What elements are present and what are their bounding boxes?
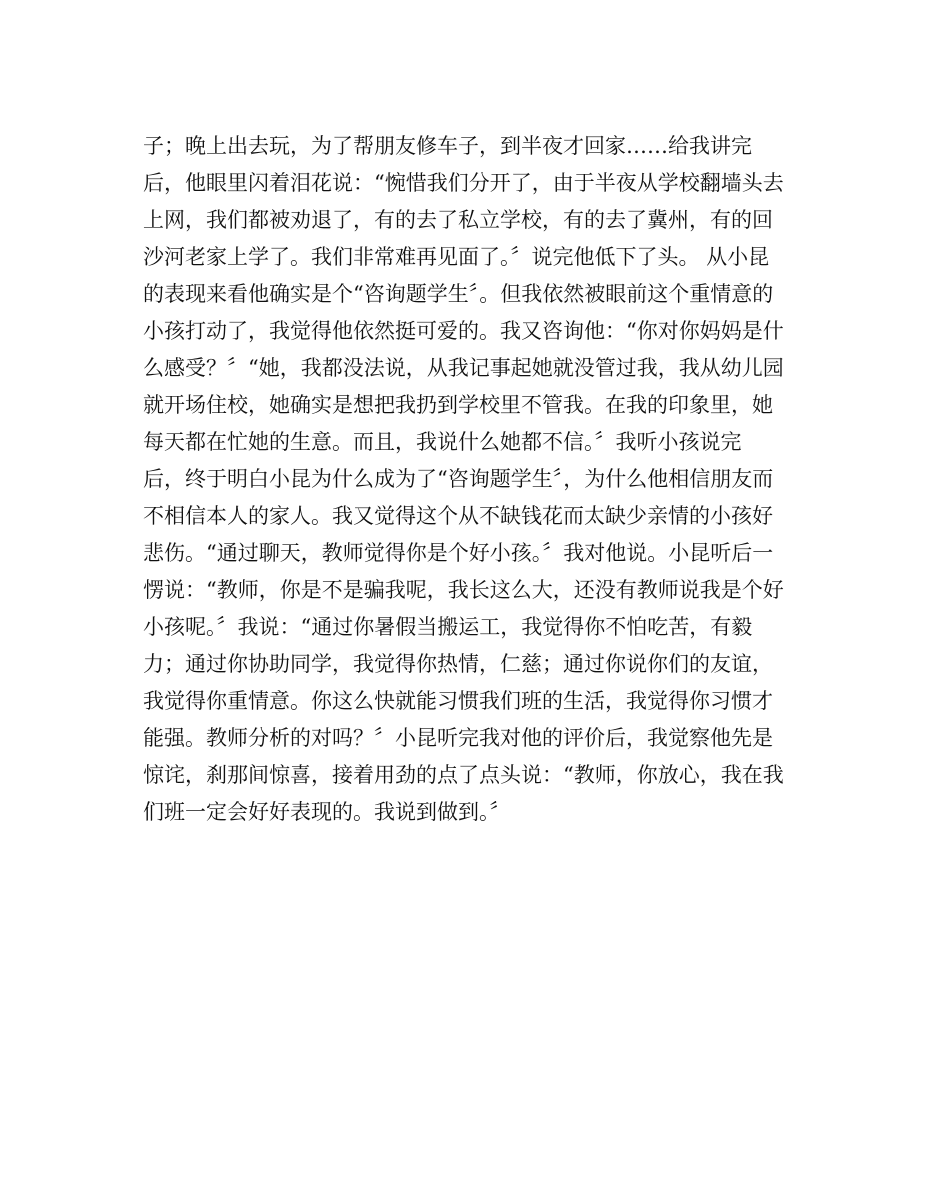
- text-line-1: 子；晚上出去玩，为了帮朋友修车子，到半夜才回家……给我讲完: [143, 134, 752, 158]
- text-line-17: 能强。教师分析的对吗？〞小昆听完我对他的评价后，我觉察他先是: [143, 726, 773, 750]
- body-text: [143, 128, 823, 831]
- text-line-10: 后，终于明白小昆为什么成为了“咨询题学生〞，为什么他相信朋友而: [143, 467, 774, 491]
- text-line-4: 沙河老家上学了。我们非常难再见面了。〞说完他低下了头。 从小昆: [143, 245, 770, 269]
- text-line-5: 的表现来看他确实是个“咨询题学生〞。但我依然被眼前这个重情意的: [143, 282, 774, 306]
- text-line-9: 每天都在忙她的生意。而且，我说什么她都不信。〞我听小孩说完: [143, 430, 742, 454]
- text-line-7: 么感受？〞“她，我都没法说，从我记事起她就没管过我，我从幼儿园: [143, 356, 784, 380]
- text-line-15: 力；通过你协助同学，我觉得你热情，仁慈；通过你说你们的友谊，: [143, 652, 773, 676]
- text-line-12: 悲伤。“通过聊天，教师觉得你是个好小孩。〞我对他说。小昆听后一: [143, 541, 774, 565]
- text-line-14: 小孩呢。〞我说：“通过你暑假当搬运工，我觉得你不怕吃苦，有毅: [143, 615, 753, 639]
- text-line-18: 惊诧，刹那间惊喜，接着用劲的点了点头说：“教师，你放心，我在我: [143, 763, 784, 787]
- text-line-6: 小孩打动了，我觉得他依然挺可爱的。我又咨询他：“你对你妈妈是什: [143, 319, 784, 343]
- text-line-3: 上网，我们都被劝退了，有的去了私立学校，有的去了冀州，有的回: [143, 208, 773, 232]
- text-line-2: 后，他眼里闪着泪花说：“惋惜我们分开了，由于半夜从学校翻墙头去: [143, 171, 784, 195]
- text-line-8: 就开场住校，她确实是想把我扔到学校里不管我。在我的印象里，她: [143, 393, 773, 417]
- text-line-13: 愣说：“教师，你是不是骗我呢，我长这么大，还没有教师说我是个好: [143, 578, 784, 602]
- text-line-16: 我觉得你重情意。你这么快就能习惯我们班的生活，我觉得你习惯才: [143, 689, 773, 713]
- text-line-11: 不相信本人的家人。我又觉得这个从不缺钱花而太缺少亲情的小孩好: [143, 504, 773, 528]
- text-line-19: 们班一定会好好表现的。我说到做到。〞: [143, 800, 511, 824]
